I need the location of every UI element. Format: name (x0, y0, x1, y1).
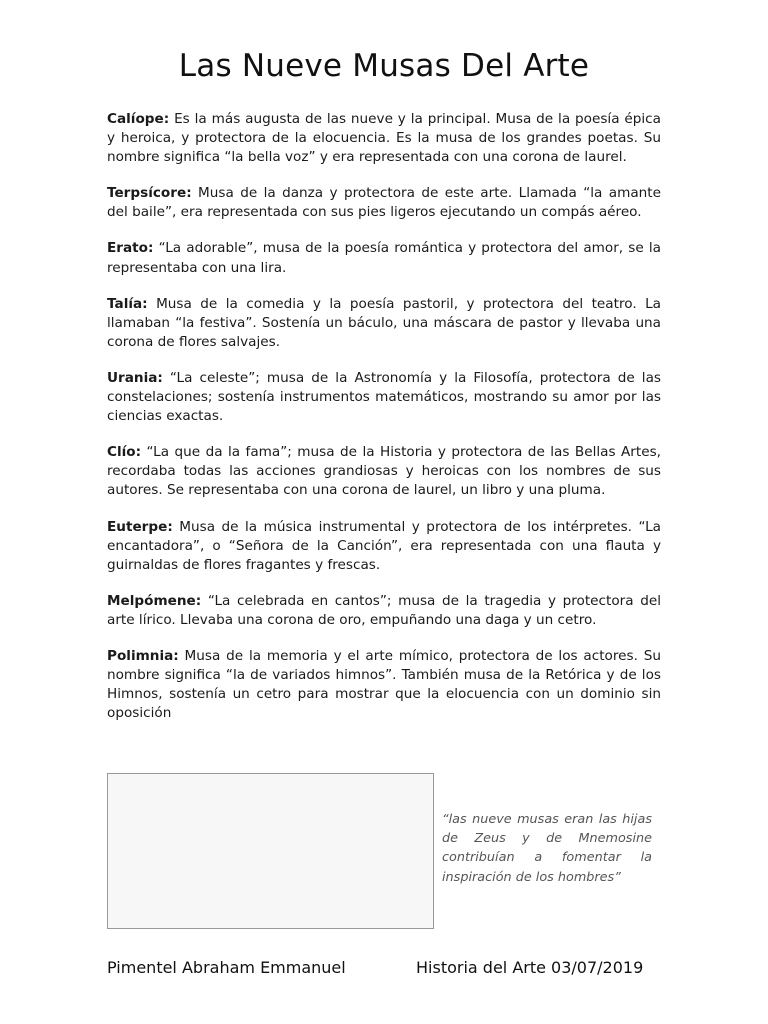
muse-name: Erato: (107, 240, 154, 257)
muse-description: “La celeste”; musa de la Astronomía y la Filosofía, protectora de las constelaciones; sostenía instrumentos matemáticos, mostrando su amor por las ciencias exactas. (107, 369, 661, 425)
muse-description: Es la más augusta de las nueve y la principal. Musa de la poesía épica y heroica, y protectora de la elocuencia. Es la musa de los grandes poetas. Su nombre significa “la bella voz” y era representada con una corona de laurel. (107, 111, 661, 166)
muse-name: Polimnia: (107, 647, 179, 664)
muse-name: Calíope: (107, 111, 170, 127)
footer-course-date: Historia del Arte 03/07/2019 (416, 958, 644, 977)
muse-name: Terpsícore: (107, 185, 192, 202)
muse-name: Talía: (107, 295, 148, 312)
muse-description: “La celebrada en cantos”; musa de la tragedia y protectora del arte lírico. Llevaba una corona de oro, empuñando una daga y un cetro. (107, 592, 661, 628)
muse-entry-talia (107, 295, 661, 352)
muse-name: Euterpe: (107, 518, 173, 535)
muse-entry-urania (107, 369, 661, 426)
muse-entry-terpsicore (107, 184, 661, 222)
sarcophagus-relief-image (107, 773, 434, 929)
muses-quote: “las nueve musas eran las hijas de Zeus y de Mnemosine contribuían a fomentar la inspiración de los hombres” (442, 812, 652, 885)
muse-description: “La que da la fama”; musa de la Historia y protectora de las Bellas Artes, recordaba todas las acciones grandiosas y heroicas con los nombres de sus autores. Se representaba con una corona de laurel, un libro y una pluma. (107, 444, 661, 499)
muse-name: Melpómene: (107, 592, 202, 609)
muse-entry-clio (107, 443, 661, 500)
footer-author: Pimentel Abraham Emmanuel (107, 958, 346, 977)
page-title: Las Nueve Musas Del Arte (178, 48, 590, 84)
muse-name: Clío: (107, 444, 142, 461)
muse-entry-erato (107, 239, 661, 277)
muse-name: Urania: (107, 369, 163, 386)
muse-description: Musa de la comedia y la poesía pastoril, y protectora del teatro. La llamaban “la festiva”. Sostenía un báculo, una máscara de pastor y llevaba una corona de flores salvajes. (107, 295, 661, 350)
muse-entry-caliope (107, 110, 661, 167)
muse-entry-melpomene (107, 592, 661, 630)
muse-description: Musa de la danza y protectora de este arte. Llamada “la amante del baile”, era representada con sus pies ligeros ejecutando un compás aéreo. (107, 185, 661, 221)
muse-entry-euterpe (107, 518, 661, 575)
muses-list (107, 110, 661, 740)
muse-entry-polimnia (107, 647, 661, 723)
muse-description: Musa de la memoria y el arte mímico, protectora de los actores. Su nombre significa “la de variados himnos”. También musa de la Retórica y de los Himnos, sostenía un cetro para mostrar que la elocuencia con un dominio sin oposición (107, 647, 661, 722)
muse-description: “La adorable”, musa de la poesía romántica y protectora del amor, se la representaba con una lira. (107, 240, 661, 276)
muse-description: Musa de la música instrumental y protectora de los intérpretes. “La encantadora”, o “Señora de la Canción”, era representada con una flauta y guirnaldas de flores fragantes y frescas. (107, 518, 661, 573)
